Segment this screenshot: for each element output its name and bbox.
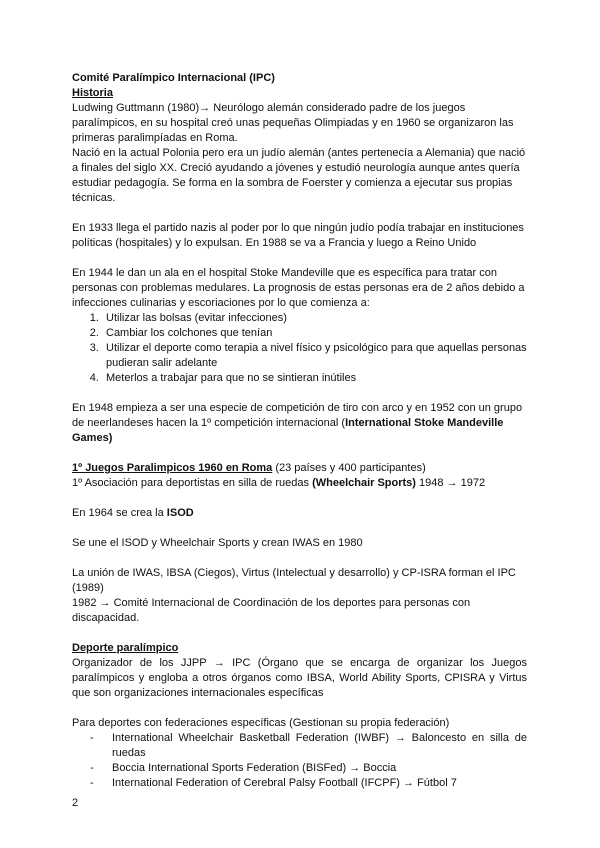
dash-list: [72, 731, 527, 791]
dash-bullet-icon: -: [90, 777, 94, 789]
paragraph: Para deportes con federaciones específicas (Gestionan su propia federación): [72, 717, 450, 729]
list-item: - Boccia International Sports Federation (BISFed) → Boccia: [90, 762, 397, 774]
section-heading-historia: Historia: [72, 87, 113, 99]
section-heading-deporte: Deporte paralímpico: [72, 642, 179, 654]
list-item: 1. Utilizar las bolsas (evitar infecciones): [102, 311, 527, 326]
document-body: [72, 71, 527, 791]
dash-bullet-icon: -: [90, 762, 94, 774]
list-item: - International Federation of Cerebral Palsy Football (IFCPF) → Fútbol 7: [90, 777, 457, 789]
numbered-list: [72, 311, 527, 386]
list-item: 2. Cambiar los colchones que tenían: [102, 326, 527, 341]
paragraph: Organizador de los JJPP → IPC (Órgano que se encarga de organizar los Juegos paralímpicos y engloba a otros órganos como IBSA, World Ability Sports, CPISRA y Virtus que son organizaciones internacionales específicas: [72, 657, 527, 699]
list-item: 4. Meterlos a trabajar para que no se sintieran inútiles: [102, 371, 527, 386]
paragraph: En 1933 llega el partido nazis al poder por lo que ningún judío podía trabajar en instituciones políticas (hospitales) y lo expulsan. En 1988 se va a Francia y luego a Reino Unido: [72, 222, 524, 249]
page-number: 2: [72, 797, 79, 809]
paragraph: La unión de IWAS, IBSA (Ciegos), Virtus (Intelectual y desarrollo) y CP-ISRA forman el IPC (1989): [72, 567, 516, 594]
list-item: - International Wheelchair Basketball Federation (IWBF) → Baloncesto en silla de ruedas: [90, 732, 527, 759]
paragraph: En 1964 se crea la ISOD: [72, 507, 194, 519]
paragraph: 1982 → Comité Internacional de Coordinación de los deportes para personas con discapacidad.: [72, 597, 471, 624]
paragraph: Ludwing Guttmann (1980)→ Neurólogo alemán considerado padre de los juegos paralímpicos, en su hospital creó unas pequeñas Olimpiadas y en 1960 se organizaron las primeras paralimpíadas en Roma.: [72, 102, 514, 144]
paragraph: En 1944 le dan un ala en el hospital Stoke Mandeville que es específica para tratar con personas con problemas medulares. La prognosis de estas personas era de 2 años debido a infecciones culinarias y escoriaciones por lo que comienza a:: [72, 267, 525, 309]
paragraph: En 1948 empieza a ser una especie de competición de tiro con arco y en 1952 con un grupo de neerlandeses hacen la 1º competición internacional (International Stoke Mandeville Games): [72, 402, 523, 444]
paragraph: 1º Juegos Paralimpicos 1960 en Roma (23 países y 400 participantes): [72, 462, 426, 474]
paragraph: Se une el ISOD y Wheelchair Sports y crean IWAS en 1980: [72, 537, 363, 549]
dash-bullet-icon: -: [90, 732, 94, 744]
document-title: Comité Paralímpico Internacional (IPC): [72, 72, 275, 84]
paragraph: 1º Asociación para deportistas en silla de ruedas (Wheelchair Sports) 1948 → 1972: [72, 477, 486, 489]
paragraph: Nació en la actual Polonia pero era un judío alemán (antes pertenecía a Alemania) que nació a finales del siglo XX. Creció ayudando a jóvenes y estudió neurología aunque antes quería estudiar pedagogía. Se forma en la sombra de Foerster y comienza a ejecutar sus propias técnicas.: [72, 147, 526, 204]
list-item: 3. Utilizar el deporte como terapia a nivel físico y psicológico para que aquellas personas pudieran salir adelante: [102, 341, 527, 371]
